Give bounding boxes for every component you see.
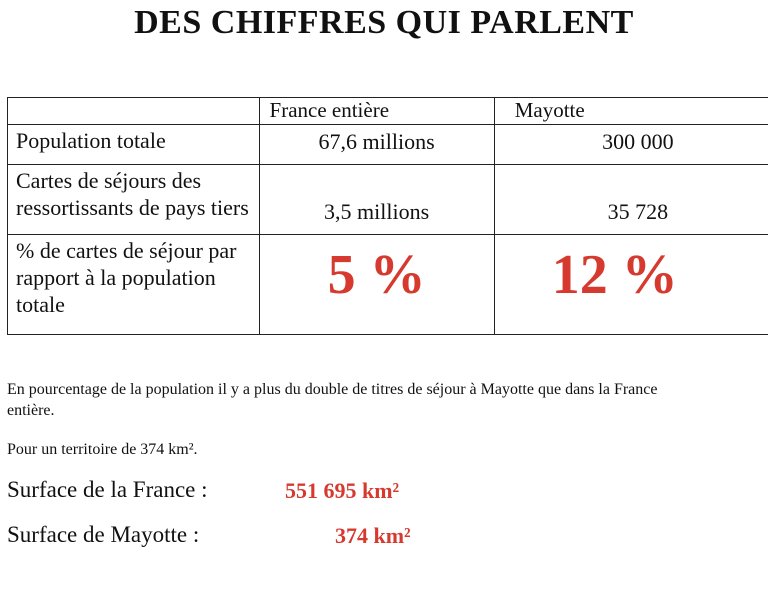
comparison-line2: entière.	[7, 402, 55, 419]
row-label-percentage-line1: % de cartes de séjour par	[16, 238, 237, 263]
france-cartes: 3,5 millions	[259, 165, 494, 235]
comparison-table	[7, 97, 768, 335]
header-empty-cell	[8, 98, 260, 125]
row-label-cartes-line1: Cartes de séjours des	[16, 168, 202, 193]
territory-note: Pour un territoire de 374 km².	[7, 441, 198, 458]
mayotte-cartes: 35 728	[494, 165, 768, 235]
header-mayotte: Mayotte	[494, 98, 768, 125]
row-label-percentage-line2: rapport à la population	[16, 265, 216, 290]
row-label-cartes-line2: ressortissants de pays tiers	[16, 195, 249, 220]
france-surface-value: 551 695 km²	[285, 478, 400, 503]
comparison-line1: En pourcentage de la population il y a plus du double de titres de séjour à Mayotte que dans la France	[7, 381, 658, 398]
france-surface-label: Surface de la France :	[7, 477, 208, 502]
mayotte-surface-value: 374 km²	[335, 523, 411, 548]
header-france: France entière	[259, 98, 494, 125]
table-row-cartes	[8, 165, 768, 235]
comparison-paragraph	[7, 379, 757, 421]
mayotte-population: 300 000	[494, 125, 768, 165]
row-label-cartes	[8, 165, 260, 235]
france-population: 67,6 millions	[259, 125, 494, 165]
page-title: DES CHIFFRES QUI PARLENT	[134, 4, 634, 41]
row-label-percentage	[8, 235, 260, 335]
mayotte-percentage: 12 %	[494, 235, 768, 335]
row-label-percentage-line3: totale	[16, 292, 65, 317]
table-row-percentage	[8, 235, 768, 335]
row-label-population: Population totale	[8, 125, 260, 165]
france-percentage: 5 %	[259, 235, 494, 335]
table-row-population	[8, 125, 768, 165]
mayotte-surface-label: Surface de Mayotte :	[7, 522, 200, 547]
table-header-row	[8, 98, 768, 125]
